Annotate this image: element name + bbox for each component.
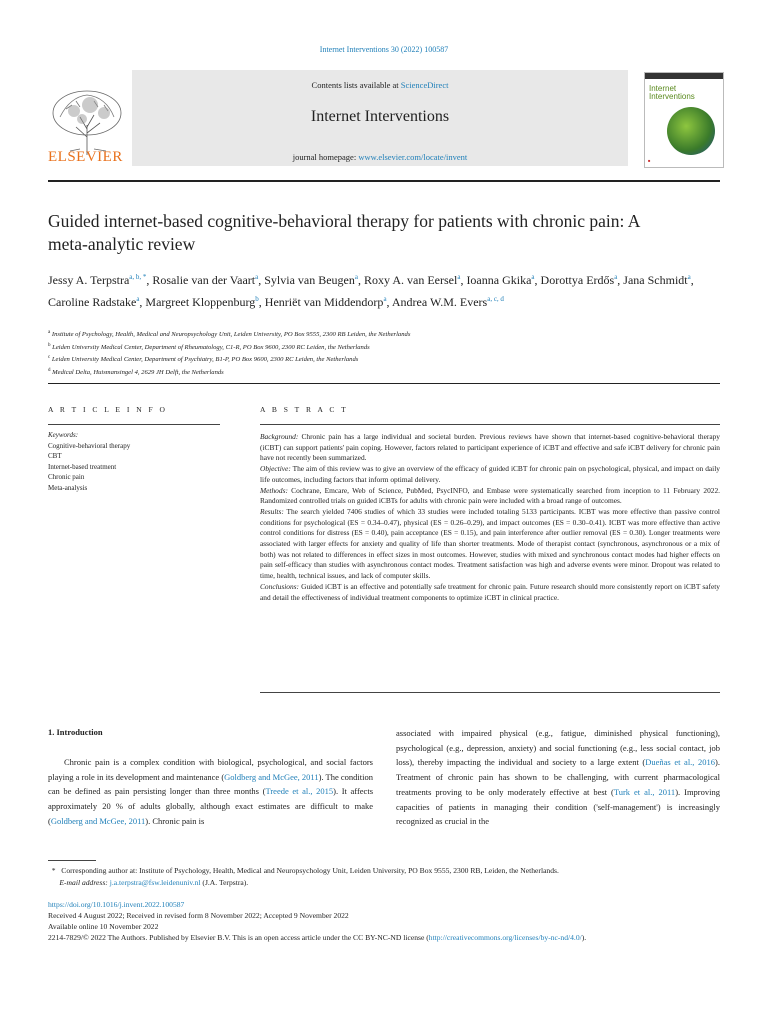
- received-dates: Received 4 August 2022; Received in revised form 8 November 2022; Accepted 9 November 2022: [48, 911, 349, 920]
- email-suffix: (J.A. Terpstra).: [200, 878, 249, 887]
- intro-text: ). Improving capacities of patients in managing their condition ('self-management') is increasingly recognized as crucial in the: [396, 786, 721, 827]
- conclusions-label: Conclusions:: [260, 581, 300, 591]
- conclusions-text: Guided iCBT is an effective and potentially safe treatment for chronic pain. Future research should more consistently report on iCBT safety and detail the effectiveness of individual treatment components to optimize iCBT in clinical practice.: [260, 581, 720, 602]
- objective-text: The aim of this review was to give an overview of the efficacy of guided iCBT for chronic pain on psychological, physical, and impact on daily life outcomes, including factors that inform optimal delivery.: [260, 464, 720, 484]
- keyword-item[interactable]: Chronic pain: [48, 473, 85, 482]
- keyword-item[interactable]: Cognitive-behavioral therapy: [48, 441, 131, 450]
- author-name[interactable]: Andrea W.M. Evers: [391, 295, 488, 309]
- author-separator: ,: [139, 295, 146, 309]
- keyword-item[interactable]: CBT: [48, 452, 62, 461]
- journal-cover-thumbnail[interactable]: [644, 72, 724, 168]
- affiliation-item: [48, 366, 728, 379]
- license-suffix: ).: [581, 933, 587, 942]
- article-info-rule: [48, 424, 220, 425]
- cover-globe-graphic: [667, 107, 715, 155]
- citation-link[interactable]: Dueñas et al., 2016: [645, 757, 716, 768]
- intro-right-column: [396, 726, 720, 829]
- author-affiliation-marker[interactable]: a: [457, 273, 461, 281]
- results-text: The search yielded 7406 studies of which 33 studies were included totaling 5133 participants. ICBT was more effective than passive control conditions for psychological (ES = 0.34–0.47), physical (ES = 0.26–0.29), and impact outcomes (ES = 0.30–0.41). ICBT was more effective than active control conditions for distress (ES = 0.40), pain acceptance (ES = 0.15), and pain interference after outlier removal (ES = 0.30). Longer treatments were associated with larger effects for anxiety and quality of life than shorter treatments. Mode of therapist contact (synchronous, asynchronous or a mix of both) was not related to differences in effect sizes in most outcomes. However, studies with mixed and synchronous contact modes had higher effects on pain self-efficacy than studies with asynchronous contact modes. Treatment satisfaction was high and adverse events were minor. Dropout was related to time, health, technical issues, and lack of computer skills.: [260, 506, 720, 581]
- author-affiliation-marker[interactable]: a: [614, 273, 618, 281]
- author-separator: ,: [258, 295, 265, 309]
- affiliation-text: Leiden University Medical Center, Department of Rheumatology, C1-R, PO Box 9600, 2300 RC Leiden, the Netherlands: [52, 343, 370, 351]
- footnote-text: Corresponding author at: Institute of Psychology, Health, Medical and Neuropsychology Unit, Leiden University, PO Box 9555, 2300 RB, Leiden, the Netherlands.: [61, 866, 559, 875]
- methods-label: Methods:: [260, 485, 288, 495]
- sciencedirect-link[interactable]: ScienceDirect: [400, 80, 449, 90]
- author-separator: ,: [617, 273, 624, 287]
- keywords-block: [48, 430, 220, 494]
- abstract-bottom-rule: [260, 692, 720, 693]
- intro-text: ). Chronic pain is: [145, 815, 205, 826]
- abstract-conclusions: [260, 582, 720, 603]
- abstract-body: [260, 432, 720, 603]
- abstract-methods: [260, 486, 720, 507]
- keywords-heading: Keywords:: [48, 431, 79, 439]
- abstract-rule: [260, 424, 720, 425]
- author-affiliation-marker[interactable]: a, c, d: [487, 295, 504, 303]
- article-front-matter: [48, 899, 720, 943]
- affiliation-key: d: [48, 368, 51, 374]
- author-name[interactable]: Jessy A. Terpstra: [48, 273, 130, 287]
- homepage-prefix: journal homepage:: [292, 152, 359, 162]
- header-rule: [48, 180, 720, 182]
- email-label: E-mail address:: [59, 878, 108, 887]
- homepage-link[interactable]: www.elsevier.com/locate/invent: [358, 152, 468, 162]
- cover-footer-mark: ■: [648, 158, 651, 163]
- license-prefix: 2214-7829/© 2022 The Authors. Published by Elsevier B.V. This is an open access article under the CC BY-NC-ND license (: [48, 933, 429, 942]
- article-title: Guided internet-based cognitive-behavioral therapy for patients with chronic pain: A meta-analytic review: [48, 211, 640, 254]
- contents-prefix: Contents lists available at: [311, 80, 401, 90]
- affiliation-key: a: [48, 330, 51, 335]
- results-label: Results:: [260, 506, 284, 516]
- author-name[interactable]: Rosalie van der Vaart: [152, 273, 256, 287]
- intro-left-column: [48, 755, 373, 829]
- online-date: Available online 10 November 2022: [48, 922, 159, 931]
- author-name[interactable]: Henriët van Middendorp: [264, 295, 384, 309]
- author-affiliation-marker[interactable]: a: [255, 273, 259, 281]
- author-separator: ,: [460, 273, 467, 287]
- author-list: [48, 268, 728, 312]
- cover-title-line-2: Interventions: [649, 92, 695, 101]
- abstract-objective: [260, 464, 720, 485]
- doi-link[interactable]: https://doi.org/10.1016/j.invent.2022.100587: [48, 900, 185, 909]
- affiliation-item: [48, 341, 728, 354]
- abstract-background: [260, 432, 720, 464]
- author-name[interactable]: Dorottya Erdős: [540, 273, 615, 287]
- affiliations-rule: [48, 383, 720, 384]
- journal-title: Internet Interventions: [310, 108, 450, 125]
- methods-text: Cochrane, Emcare, Web of Science, PubMed, PsycINFO, and Embase were systematically searched from inception to 11 February 2022. Randomized controlled trials on guided iCBTs for adults with chronic pain were included with a broad range of outcomes.: [260, 485, 720, 506]
- footnote-line: [48, 865, 720, 877]
- author-name[interactable]: Jana Schmidt: [623, 273, 688, 287]
- author-name[interactable]: Caroline Radstake: [48, 295, 137, 309]
- affiliation-list: [48, 328, 728, 379]
- author-separator: ,: [258, 273, 265, 287]
- cover-title-line-1: Internet: [649, 84, 677, 93]
- abstract-results: [260, 507, 720, 582]
- background-text: Chronic pain has a large individual and societal burden. Previous reviews have shown that internet-based cognitive-behavioral therapy (iCBT) can support patients' pain coping. However, factors related to participant experience of iCBT and effective and safe iCBT delivery for chronic pain have not recently been summarized.: [260, 432, 720, 463]
- citation-link[interactable]: Goldberg and McGee, 2011: [50, 815, 146, 826]
- author-separator: ,: [358, 273, 364, 287]
- journal-homepage-line: [132, 152, 628, 162]
- affiliation-item: [48, 353, 728, 366]
- article-info-heading: A R T I C L E I N F O: [48, 405, 168, 414]
- author-affiliation-marker[interactable]: a, b, *: [129, 273, 147, 281]
- author-separator: ,: [534, 273, 541, 287]
- keyword-item[interactable]: Meta-analysis: [48, 483, 88, 492]
- affiliation-key: b: [48, 342, 51, 348]
- footnote-marker: *: [51, 866, 56, 875]
- affiliation-key: c: [48, 355, 51, 361]
- author-name[interactable]: Ioanna Gkika: [466, 273, 532, 287]
- license-statement: [48, 932, 720, 943]
- contents-line: [132, 80, 628, 90]
- journal-citation[interactable]: Internet Interventions 30 (2022) 100587: [319, 45, 449, 54]
- intro-text: ). The condition can be defined as pain persisting longer than three months (: [48, 771, 374, 797]
- corresponding-author-footnote: [48, 865, 720, 889]
- affiliation-text: Medical Delta, Huismansingel 4, 2629 JH Delft, the Netherlands: [52, 369, 224, 377]
- author-affiliation-marker[interactable]: b: [255, 295, 259, 303]
- author-separator: ,: [690, 273, 694, 287]
- author-affiliation-marker[interactable]: a: [136, 295, 140, 303]
- footnote-rule: [48, 860, 96, 861]
- intro-text: ). It affects approximately 20 % of adults globally, although exact estimates are difficult to make (: [48, 786, 374, 826]
- author-name[interactable]: Sylvia van Beugen: [264, 273, 355, 287]
- cover-top-bar: [645, 73, 723, 79]
- author-separator: ,: [146, 273, 153, 287]
- cover-title: [649, 85, 695, 101]
- author-affiliation-marker[interactable]: a: [383, 295, 387, 303]
- email-line: [48, 877, 720, 889]
- affiliation-item: [48, 328, 728, 341]
- citation-link[interactable]: Goldberg and McGee, 2011: [224, 771, 319, 782]
- affiliation-text: Leiden University Medical Center, Department of Psychiatry, B1-P, PO Box 9600, 2300 RC Leiden, the Netherlands: [51, 356, 359, 364]
- license-link[interactable]: http://creativecommons.org/licenses/by-nc-nd/4.0/: [428, 933, 582, 942]
- author-name[interactable]: Margreet Kloppenburg: [145, 295, 256, 309]
- objective-label: Objective:: [260, 464, 291, 474]
- intro-text: Chronic pain is a complex condition with biological, psychological, and social factors playing a role in its development and maintenance (: [48, 757, 373, 782]
- intro-text: ). Treatment of chronic pain has shown to be challenging, with current pharmacological treatments proving to be only moderately effective at best (: [396, 757, 720, 797]
- introduction-heading: 1. Introduction: [48, 727, 103, 737]
- intro-text: associated with impaired physical (e.g., fatigue, diminished physical functioning), psychological (e.g., depression, anxiety) and social functioning (e.g., less social contact, job loss), thereby impacting the individual and society to a large extent (: [396, 728, 720, 768]
- elsevier-logo-text: ELSEVIER: [48, 149, 123, 165]
- abstract-heading: A B S T R A C T: [260, 405, 349, 414]
- keyword-item[interactable]: Internet-based treatment: [48, 462, 117, 471]
- author-separator: ,: [386, 295, 392, 309]
- citation-link[interactable]: Turk et al., 2011: [613, 786, 676, 797]
- background-label: Background:: [260, 432, 299, 441]
- affiliation-text: Institute of Psychology, Health, Medical and Neuropsychology Unit, Leiden University, PO Box 9555, 2300 RB Leiden, the Netherlands: [51, 331, 411, 339]
- author-affiliation-marker[interactable]: a: [531, 273, 535, 281]
- author-affiliation-marker[interactable]: a: [687, 273, 691, 281]
- citation-link[interactable]: Treede et al., 2015: [265, 786, 334, 797]
- author-affiliation-marker[interactable]: a: [354, 273, 358, 281]
- author-name[interactable]: Roxy A. van Eersel: [364, 273, 458, 287]
- email-link[interactable]: j.a.terpstra@fsw.leidenuniv.nl: [109, 878, 201, 887]
